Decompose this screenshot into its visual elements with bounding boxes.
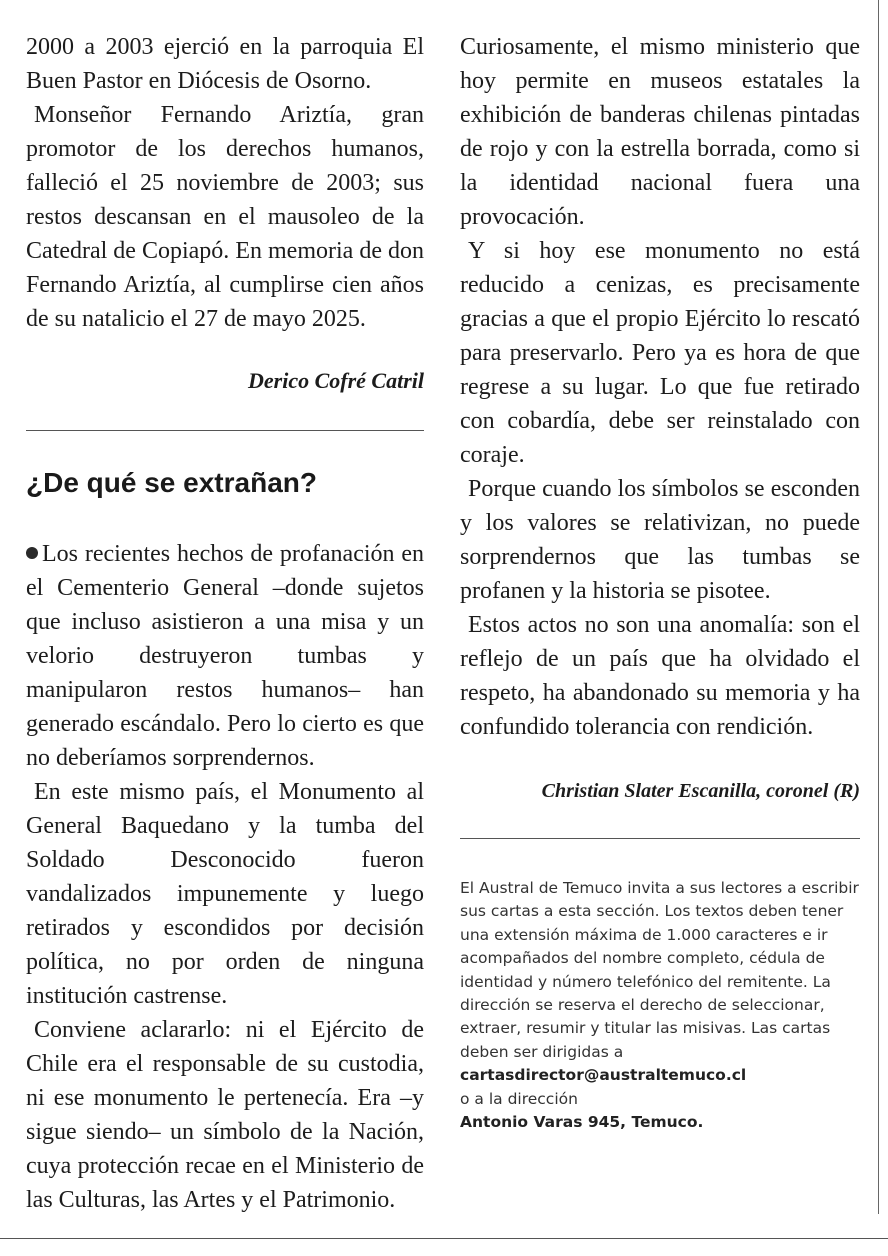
letter2-paragraph-2: En este mismo país, el Monumento al General Baquedano y la tumba del Soldado Desconocido fueron vandalizados impunemente y luego retirados y escondidos por decisión política, no por orden de ninguna institución castrense. — [26, 779, 424, 1009]
section-divider — [26, 430, 424, 431]
letters-notice — [460, 877, 860, 1134]
bullet-icon — [26, 547, 38, 559]
notice-text: El Austral de Temuco invita a sus lectores a escribir sus cartas a esta sección. Los textos deben tener una extensión máxima de 1.000 caracteres e ir acompañados del nombre completo, cédula de identidad y número telefónico del remitente. La dirección se reserva el derecho de seleccionar, extraer, resumir y titular las misivas. Las cartas deben ser dirigidas a — [460, 879, 859, 1061]
letter1-paragraph-closing: Monseñor Fernando Ariztía, gran promotor de los derechos humanos, falleció el 25 noviembre de 2003; sus restos descansan en el mausoleo de la Catedral de Copiapó. En memoria de don Fernando Ariztía, al cumplirse cien años de su natalicio el 27 de mayo 2025. — [26, 102, 424, 332]
notice-address-intro: o a la dirección — [460, 1089, 578, 1108]
letter2-signature: Christian Slater Escanilla, coronel (R) — [541, 780, 860, 802]
letter2-paragraph-6: Porque cuando los símbolos se esconden y los valores se relativizan, no puede sorprendernos que las tumbas se profanen y la historia se pisotee. — [460, 476, 860, 604]
letter2-paragraph-1-text: Los recientes hechos de profanación en el Cementerio General –donde sujetos que incluso asistieron a una misa y un velorio destruyeron tumbas y manipularon restos humanos– han generado escándalo. Pero lo cierto es que no deberíamos sorprendernos. — [26, 541, 424, 771]
notice-address: Antonio Varas 945, Temuco. — [460, 1113, 704, 1132]
letter2-title: ¿De qué se extrañan? — [26, 467, 317, 498]
notice-divider — [460, 838, 860, 839]
notice-email: cartasdirector@australtemuco.cl — [460, 1066, 747, 1085]
letter2-paragraph-5: Y si hoy ese monumento no está reducido a cenizas, es precisamente gracias a que el propio Ejército lo rescató para preservarlo. Pero ya es hora de que regrese a su lugar. Lo que fue retirado con cobardía, debe ser reinstalado con coraje. — [460, 238, 860, 468]
left-column — [26, 30, 424, 1217]
bottom-rule — [0, 1238, 888, 1239]
letter2-paragraph-3: Conviene aclararlo: ni el Ejército de Chile era el responsable de su custodia, ni ese monumento le pertenecía. Era –y sigue siendo– un símbolo de la Nación, cuya protección recae en el Ministerio de las Culturas, las Artes y el Patrimonio. — [26, 1017, 424, 1213]
letter2-paragraph-7: Estos actos no son una anomalía: son el reflejo de un país que ha olvidado el respeto, ha abandonado su memoria y ha confundido tolerancia con rendición. — [460, 612, 860, 740]
right-column — [460, 30, 860, 1134]
letter2-paragraph-4: Curiosamente, el mismo ministerio que hoy permite en museos estatales la exhibición de banderas chilenas pintadas de rojo y con la estrella borrada, como si la identidad nacional fuera una provocación. — [460, 34, 860, 230]
right-border — [878, 0, 879, 1214]
letter1-signature: Derico Cofré Catril — [248, 368, 424, 393]
letter1-paragraph-end: 2000 a 2003 ejerció en la parroquia El Buen Pastor en Diócesis de Osorno. — [26, 34, 424, 94]
letter2-paragraph-1 — [26, 537, 424, 775]
